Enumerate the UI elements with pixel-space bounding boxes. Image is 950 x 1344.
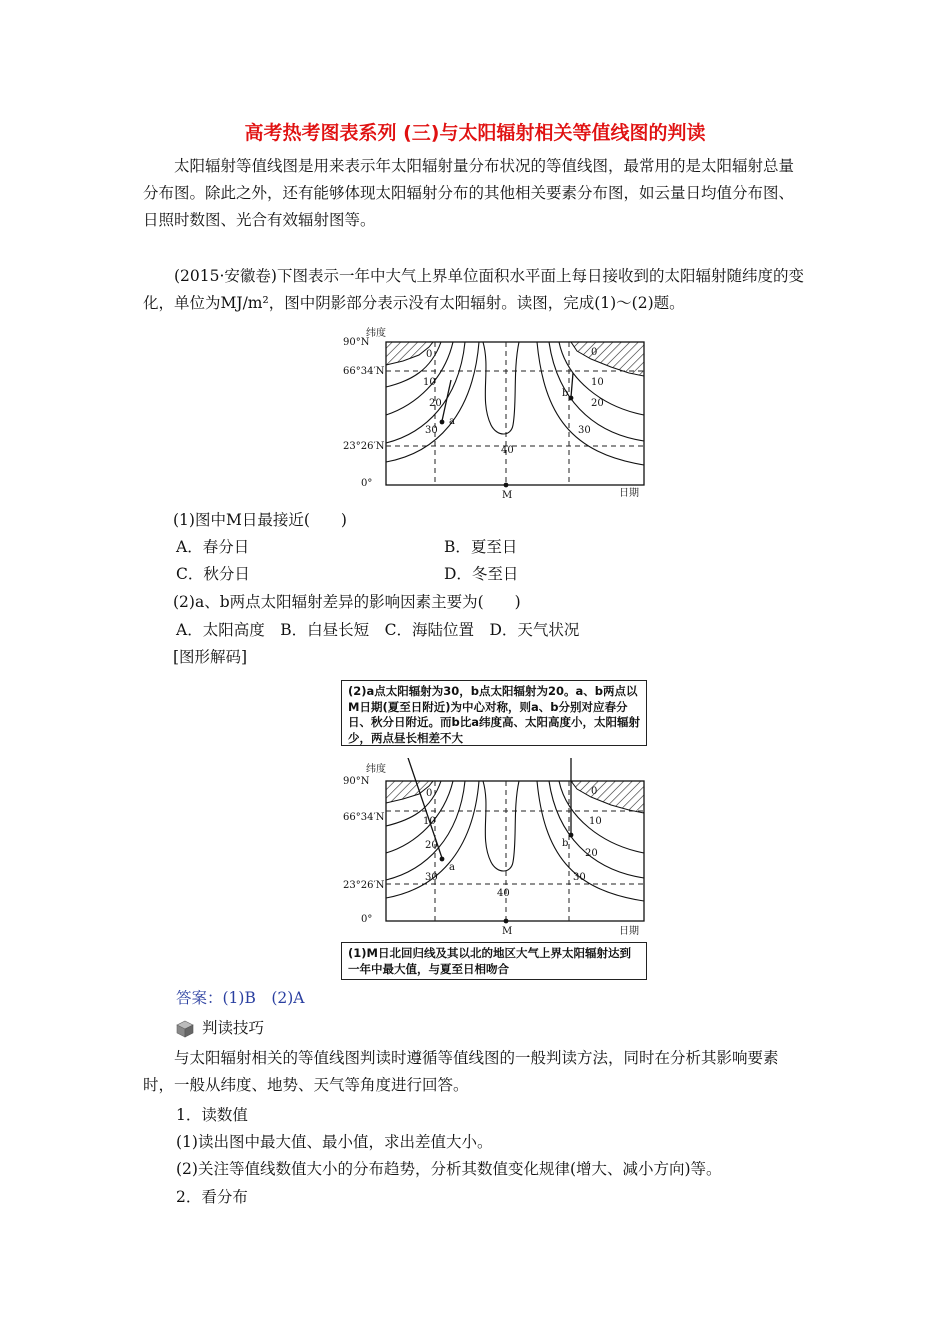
tips-heading-row [176, 1017, 264, 1039]
contour-label: 30 [573, 872, 586, 883]
tips-intro: 与太阳辐射相关的等值线图判读时遵循等值线图的一般判读方法，同时在分析其影响要素时，一般从纬度、地势、天气等角度进行回答。 [143, 1049, 779, 1094]
contour-label: 40 [497, 888, 510, 899]
tips-heading: 判读技巧 [202, 1019, 265, 1037]
x-mark-label: M [502, 490, 513, 501]
section-1-item: (1)读出图中最大值、最小值，求出差值大小。 [176, 1133, 493, 1151]
point-label-a: a [449, 862, 455, 873]
q2-options: A．太阳高度 B．白昼长短 C．海陆位置 D．天气状况 [176, 621, 580, 639]
section-2-title: 2．看分布 [176, 1188, 248, 1206]
x-axis-title: 日期 [619, 488, 639, 499]
decode-top-box: (2)a点太阳辐射为30，b点太阳辐射为20。a、b两点以M日期(夏至日附近)为中心对称，则a、b分别对应春分日、秋分日附近。而b比a纬度高、太阳高度小，太阳辐射少，两点昼长相差不大 [341, 680, 647, 746]
section-1-item: (2)关注等值线数值大小的分布趋势，分析其数值变化规律(增大、减小方向)等。 [176, 1160, 722, 1178]
x-axis-title: 日期 [619, 926, 639, 937]
y-tick-label: 66°34′N [343, 366, 385, 377]
decode-chart [341, 758, 651, 938]
y-tick-label: 90°N [343, 776, 370, 787]
contour-label: 0 [591, 347, 598, 358]
q2-stem: (2)a、b两点太阳辐射差异的影响因素主要为( ) [173, 593, 521, 611]
contour-label: 10 [591, 377, 604, 388]
y-tick-label: 23°26′N [343, 441, 385, 452]
decode-bottom-box: (1)M日北回归线及其以北的地区大气上界太阳辐射达到一年中最大值，与夏至日相吻合 [341, 942, 647, 980]
intro-paragraph: 太阳辐射等值线图是用来表示年太阳辐射量分布状况的等值线图，最常用的是太阳辐射总量分布图。除此之外，还有能够体现太阳辐射分布的其他相关要素分布图，如云量日均值分布图、日照时数图、光合有效辐射图等。 [143, 157, 795, 229]
y-tick-label: 0° [361, 914, 373, 925]
contour-label: 40 [501, 445, 514, 456]
point-label-b: b [562, 838, 569, 849]
x-mark-label: M [502, 926, 513, 937]
point-label-a: a [449, 416, 455, 427]
contour-label: 0 [591, 786, 598, 797]
decode-label: [图形解码] [173, 648, 248, 666]
y-tick-label: 23°26′N [343, 880, 385, 891]
y-axis-title: 纬度 [366, 764, 386, 775]
point-label-b: b [562, 388, 569, 399]
y-tick-label: 90°N [343, 337, 370, 348]
q1-option-b: B．夏至日 [444, 538, 518, 556]
answer: 答案：(1)B (2)A [176, 989, 305, 1007]
page-title: 高考热考图表系列 (三)与太阳辐射相关等值线图的判读 [244, 122, 706, 144]
contour-label: 10 [589, 816, 602, 827]
q1-stem: (1)图中M日最接近( ) [173, 511, 347, 529]
contour-label: 20 [591, 398, 604, 409]
y-tick-label: 66°34′N [343, 812, 385, 823]
y-axis-title: 纬度 [366, 328, 386, 339]
contour-label: 30 [425, 872, 438, 883]
q1-option-d: D．冬至日 [444, 565, 519, 583]
contour-label: 0 [426, 349, 433, 360]
question-stem: (2015·安徽卷)下图表示一年中大气上界单位面积水平面上每日接收到的太阳辐射随纬度的变化，单位为MJ/m²，图中阴影部分表示没有太阳辐射。读图，完成(1)～(2)题。 [143, 267, 804, 312]
contour-label: 10 [423, 377, 436, 388]
cube-icon [176, 1020, 194, 1038]
section-1-title: 1．读数值 [176, 1106, 248, 1124]
contour-label: 30 [578, 425, 591, 436]
contour-label: 10 [423, 816, 436, 827]
q1-option-a: A．春分日 [176, 538, 250, 556]
solar-radiation-chart [341, 325, 651, 505]
contour-label: 0 [426, 788, 433, 799]
contour-label: 20 [425, 840, 438, 851]
contour-label: 20 [585, 848, 598, 859]
contour-label: 30 [425, 425, 438, 436]
y-tick-label: 0° [361, 478, 373, 489]
contour-label: 20 [429, 398, 442, 409]
q1-option-c: C．秋分日 [176, 565, 250, 583]
